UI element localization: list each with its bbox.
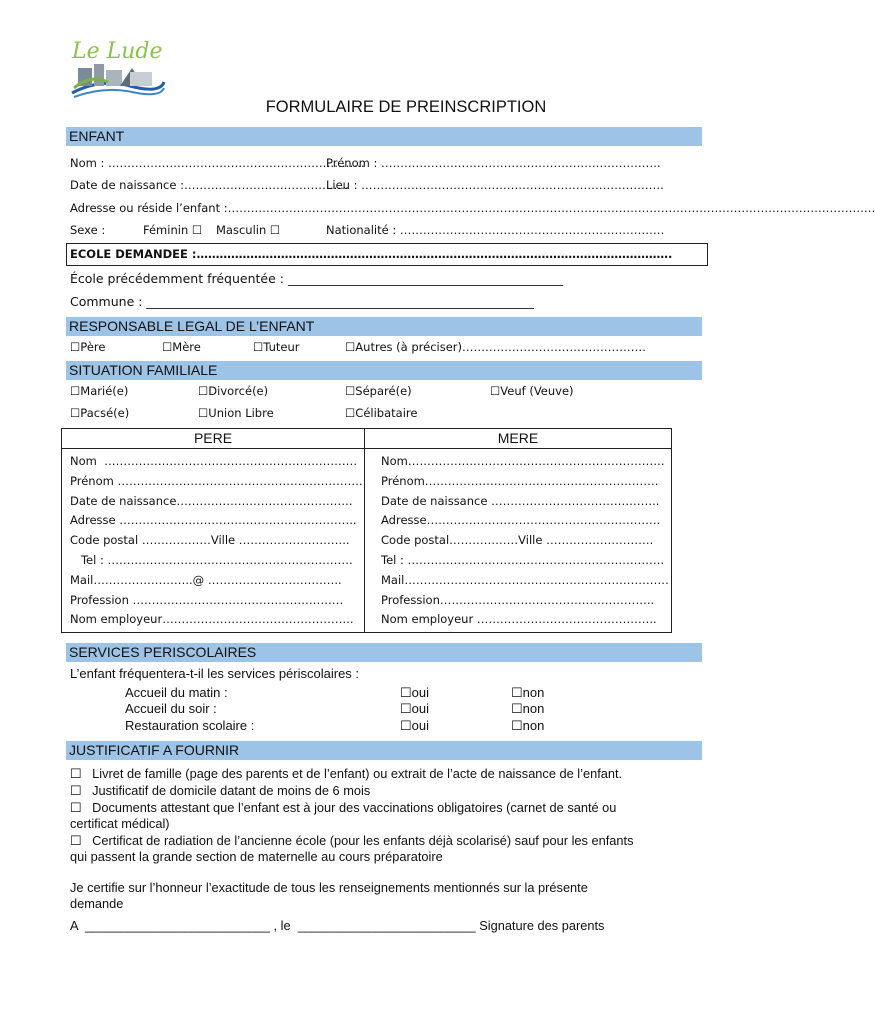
pere-codepostal-field[interactable]: Code postal ………………Ville ……………………….. [70,533,350,548]
mere-title: MERE [497,430,539,446]
pere-profession-field[interactable]: Profession ………………………………………………. [70,592,344,607]
mere-prenom-field[interactable]: Prénom……………………………………………………. [381,473,659,488]
prenom-field[interactable]: Prénom : ………………………………………………………………. [326,156,661,170]
section-enfant-title: ENFANT [69,128,125,144]
ecole-demandee-field[interactable]: ECOLE DEMANDEE :……………………………………………………………………………………………………………. [70,247,673,261]
services-question: L’enfant fréquentera-t-il les services périscolaires : [70,666,360,681]
signature-line[interactable]: A __________________________ , le _________________________ Signature des parents [70,918,605,933]
responsable-autres-checkbox[interactable]: ☐Autres (à préciser)………………………………………… [345,340,647,354]
responsable-tuteur-checkbox[interactable]: ☐Tuteur [253,340,300,354]
commune-field[interactable]: Commune : ______________________________________________________________ [70,294,534,309]
certif-line1: Je certifie sur l’honneur l’exactitude de tous les renseignements mentionnés sur la présente [70,880,588,895]
mere-codepostal-field[interactable]: Code postal………………Ville ………………………. [381,533,654,548]
service-restauration-oui-checkbox[interactable]: ☐oui [400,718,430,733]
service-soir-label: Accueil du soir : [125,701,217,716]
sexe-masculin-checkbox[interactable]: Masculin ☐ [216,223,281,237]
justificatif-vaccins-checkbox[interactable]: ☐ Documents attestant que l’enfant est à jour des vaccinations obligatoires (carnet de santé ou [70,800,617,815]
page-title: FORMULAIRE DE PREINSCRIPTION [265,98,547,116]
section-situation [66,361,702,380]
pere-prenom-field[interactable]: Prénom ………………………………………………………. [70,473,363,488]
responsable-pere-checkbox[interactable]: ☐Père [70,340,106,354]
section-enfant [66,127,702,146]
dob-field[interactable]: Date de naissance :……………………………………. [70,178,349,192]
nationalite-field[interactable]: Nationalité : …………………………………………………………… [326,223,665,237]
mere-nom-field[interactable]: Nom…………………………………………………………. [381,454,665,468]
mere-mail-field[interactable]: Mail…………………………………………………………… [381,572,669,587]
le-lude-logo [70,38,166,100]
service-matin-oui-checkbox[interactable]: ☐oui [400,685,430,700]
justificatif-domicile-checkbox[interactable]: ☐ Justificatif de domicile datant de moins de 6 mois [70,783,371,798]
section-services-title: SERVICES PERISCOLAIRES [69,644,257,660]
lieu-field[interactable]: Lieu : ……………………………………………………………………. [326,178,664,192]
mere-tel-field[interactable]: Tel : …………………………………………………………. [381,552,665,567]
situation-separe-checkbox[interactable]: ☐Séparé(e) [345,384,412,398]
responsable-mere-checkbox[interactable]: ☐Mère [162,340,201,354]
pere-tel-field[interactable]: Tel : ………………………………………………………. [70,552,353,567]
service-restauration-label: Restauration scolaire : [125,718,255,733]
service-matin-label: Accueil du matin : [125,685,228,700]
justificatif-radiation-cont: qui passent la grande section de maternelle au cours préparatoire [70,849,443,864]
sexe-label: Sexe : [70,223,106,237]
mere-adresse-field[interactable]: Adresse……………………………………………………. [381,513,661,528]
nom-field[interactable]: Nom : …………………………………………………………. [70,156,365,170]
section-situation-title: SITUATION FAMILIALE [69,362,218,378]
justificatif-vaccins-cont: certificat médical) [70,816,170,831]
justificatif-radiation-checkbox[interactable]: ☐ Certificat de radiation de l’ancienne école (pour les enfants déjà scolarisé) sauf pour les enfants [70,833,634,848]
section-responsable-title: RESPONSABLE LEGAL DE L’ENFANT [69,318,315,334]
mere-dob-field[interactable]: Date de naissance …………………………………….. [381,493,660,508]
parents-header-rule [62,448,671,449]
situation-divorce-checkbox[interactable]: ☐Divorcé(e) [198,384,269,398]
section-services [66,643,702,662]
pere-dob-field[interactable]: Date de naissance………………………………………. [70,493,353,508]
sexe-feminin-checkbox[interactable]: Féminin ☐ [143,223,203,237]
pere-title: PERE [193,430,233,446]
mere-employeur-field[interactable]: Nom employeur ……………………………………….. [381,612,657,627]
situation-celibataire-checkbox[interactable]: ☐Célibataire [345,406,418,420]
pere-mail-field[interactable]: Mail……………………..@ …………………………….. [70,572,342,587]
pere-nom-field[interactable]: Nom ………………………………………………………… [70,454,358,468]
logo-text: Le Lude [72,39,163,64]
logo-graphic [70,38,166,100]
mere-fields [381,454,669,632]
pere-fields [70,454,363,632]
pere-adresse-field[interactable]: Adresse …………………………………………………….. [70,513,357,528]
ecole-demandee-box [66,243,708,266]
situation-veuf-checkbox[interactable]: ☐Veuf (Veuve) [490,384,574,398]
parents-divider [364,429,365,632]
situation-marie-checkbox[interactable]: ☐Marié(e) [70,384,129,398]
service-matin-non-checkbox[interactable]: ☐non [511,685,545,700]
mere-profession-field[interactable]: Profession……………………………………………….. [381,592,655,607]
section-responsable [66,317,702,336]
pere-employeur-field[interactable]: Nom employeur………………………………………….. [70,612,354,627]
situation-union-checkbox[interactable]: ☐Union Libre [198,406,274,420]
service-soir-non-checkbox[interactable]: ☐non [511,701,545,716]
justificatif-livret-checkbox[interactable]: ☐ Livret de famille (page des parents et de l’enfant) ou extrait de l’acte de naissance de l’enfant. [70,766,623,781]
service-soir-oui-checkbox[interactable]: ☐oui [400,701,430,716]
section-justificatif-title: JUSTIFICATIF A FOURNIR [69,742,240,758]
situation-pacse-checkbox[interactable]: ☐Pacsé(e) [70,406,130,420]
certif-line2: demande [70,896,124,911]
ecole-precedente-field[interactable]: École précédemment fréquentée : ____________________________________________ [70,271,563,286]
adresse-field[interactable]: Adresse ou réside l’enfant :……………………………………………………………………………………………………………………………………………………. [70,201,875,215]
section-justificatif [66,741,702,760]
service-restauration-non-checkbox[interactable]: ☐non [511,718,545,733]
